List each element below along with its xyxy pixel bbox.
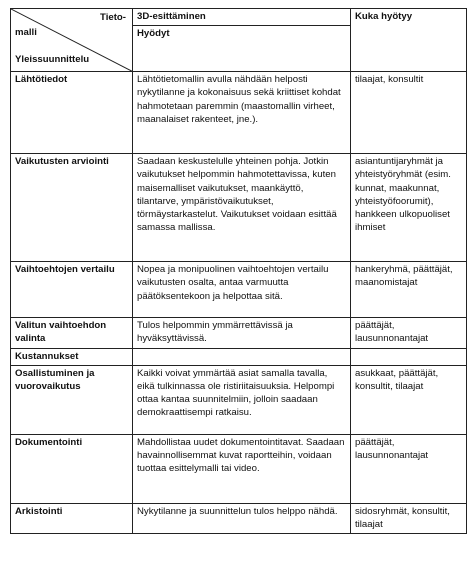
phase-cell: Vaihtoehtojen vertailu	[11, 262, 133, 318]
phase-cell: Kustannukset	[11, 348, 133, 365]
benefit-cell	[133, 348, 351, 365]
phase-cell: Valitun vaihtoehdon valinta	[11, 318, 133, 348]
table-row	[11, 318, 467, 348]
table-row	[11, 348, 467, 365]
who-cell: asiantuntijaryhmät ja yhteistyöryhmät (esim. kunnat, maakunnat, yhteistyöfoorumit), hankkeen ulkopuoliset ihmiset	[351, 154, 467, 262]
table-row	[11, 262, 467, 318]
table-row	[11, 503, 467, 533]
table-row	[11, 154, 467, 262]
phase-cell: Vaikutusten arviointi	[11, 154, 133, 262]
phase-cell: Arkistointi	[11, 503, 133, 533]
who-cell: tilaajat, konsultit	[351, 72, 467, 154]
header-3d: 3D-esittäminen	[133, 9, 351, 26]
header-who: Kuka hyötyy	[351, 9, 467, 72]
benefit-cell: Nopea ja monipuolinen vaihtoehtojen vertailu vaikutusten osalta, antaa varmuutta päätöksentekoon ja helpottaa sitä.	[133, 262, 351, 318]
table-row	[11, 365, 467, 434]
phase-cell: Lähtötiedot	[11, 72, 133, 154]
corner-label-mid: malli	[15, 27, 37, 38]
who-cell	[351, 348, 467, 365]
who-cell: hankeryhmä, päättäjät, maanomistajat	[351, 262, 467, 318]
phase-cell: Osallistuminen ja vuorovaikutus	[11, 365, 133, 434]
header-row	[11, 9, 467, 26]
benefits-table	[10, 8, 467, 534]
corner-label-bottom: Yleissuunnittelu	[15, 54, 90, 65]
phase-cell: Dokumentointi	[11, 434, 133, 503]
table-row	[11, 72, 467, 154]
table-row	[11, 434, 467, 503]
header-benefits: Hyödyt	[133, 26, 351, 72]
benefit-cell: Saadaan keskustelulle yhteinen pohja. Jotkin vaikutukset helpommin hahmotettavissa, kuten maisemalliset vaikutukset, maankäyttö, tilantarve, ympäristövaikutukset, törmäystarkastelut. Vaikutukset voidaan esittää samassa mallissa.	[133, 154, 351, 262]
benefit-cell: Kaikki voivat ymmärtää asiat samalla tavalla, eikä tulkinnassa ole ristiriitaisuuksia. Helpompi ottaa kantaa suunnitelmiin, jolloin saadaan demokraattisempi ratkaisu.	[133, 365, 351, 434]
benefit-cell: Nykytilanne ja suunnittelun tulos helppo nähdä.	[133, 503, 351, 533]
who-cell: päättäjät, lausunnonantajat	[351, 318, 467, 348]
benefit-cell: Mahdollistaa uudet dokumentointitavat. Saadaan havainnollisemmat kuvat raportteihin, voidaan tuottaa esittelymalli tai video.	[133, 434, 351, 503]
benefit-cell: Lähtötietomallin avulla nähdään helposti nykytilanne ja kokonaisuus sekä kriittiset kohdat hahmotetaan paremmin (maastomallin virheet, maanalaiset rakenteet, jne.).	[133, 72, 351, 154]
who-cell: päättäjät, lausunnonantajat	[351, 434, 467, 503]
who-cell: sidosryhmät, konsultit, tilaajat	[351, 503, 467, 533]
who-cell: asukkaat, päättäjät, konsultit, tilaajat	[351, 365, 467, 434]
benefit-cell: Tulos helpommin ymmärrettävissä ja hyväksyttävissä.	[133, 318, 351, 348]
corner-label-top: Tieto-	[100, 12, 126, 23]
corner-cell	[11, 9, 133, 72]
